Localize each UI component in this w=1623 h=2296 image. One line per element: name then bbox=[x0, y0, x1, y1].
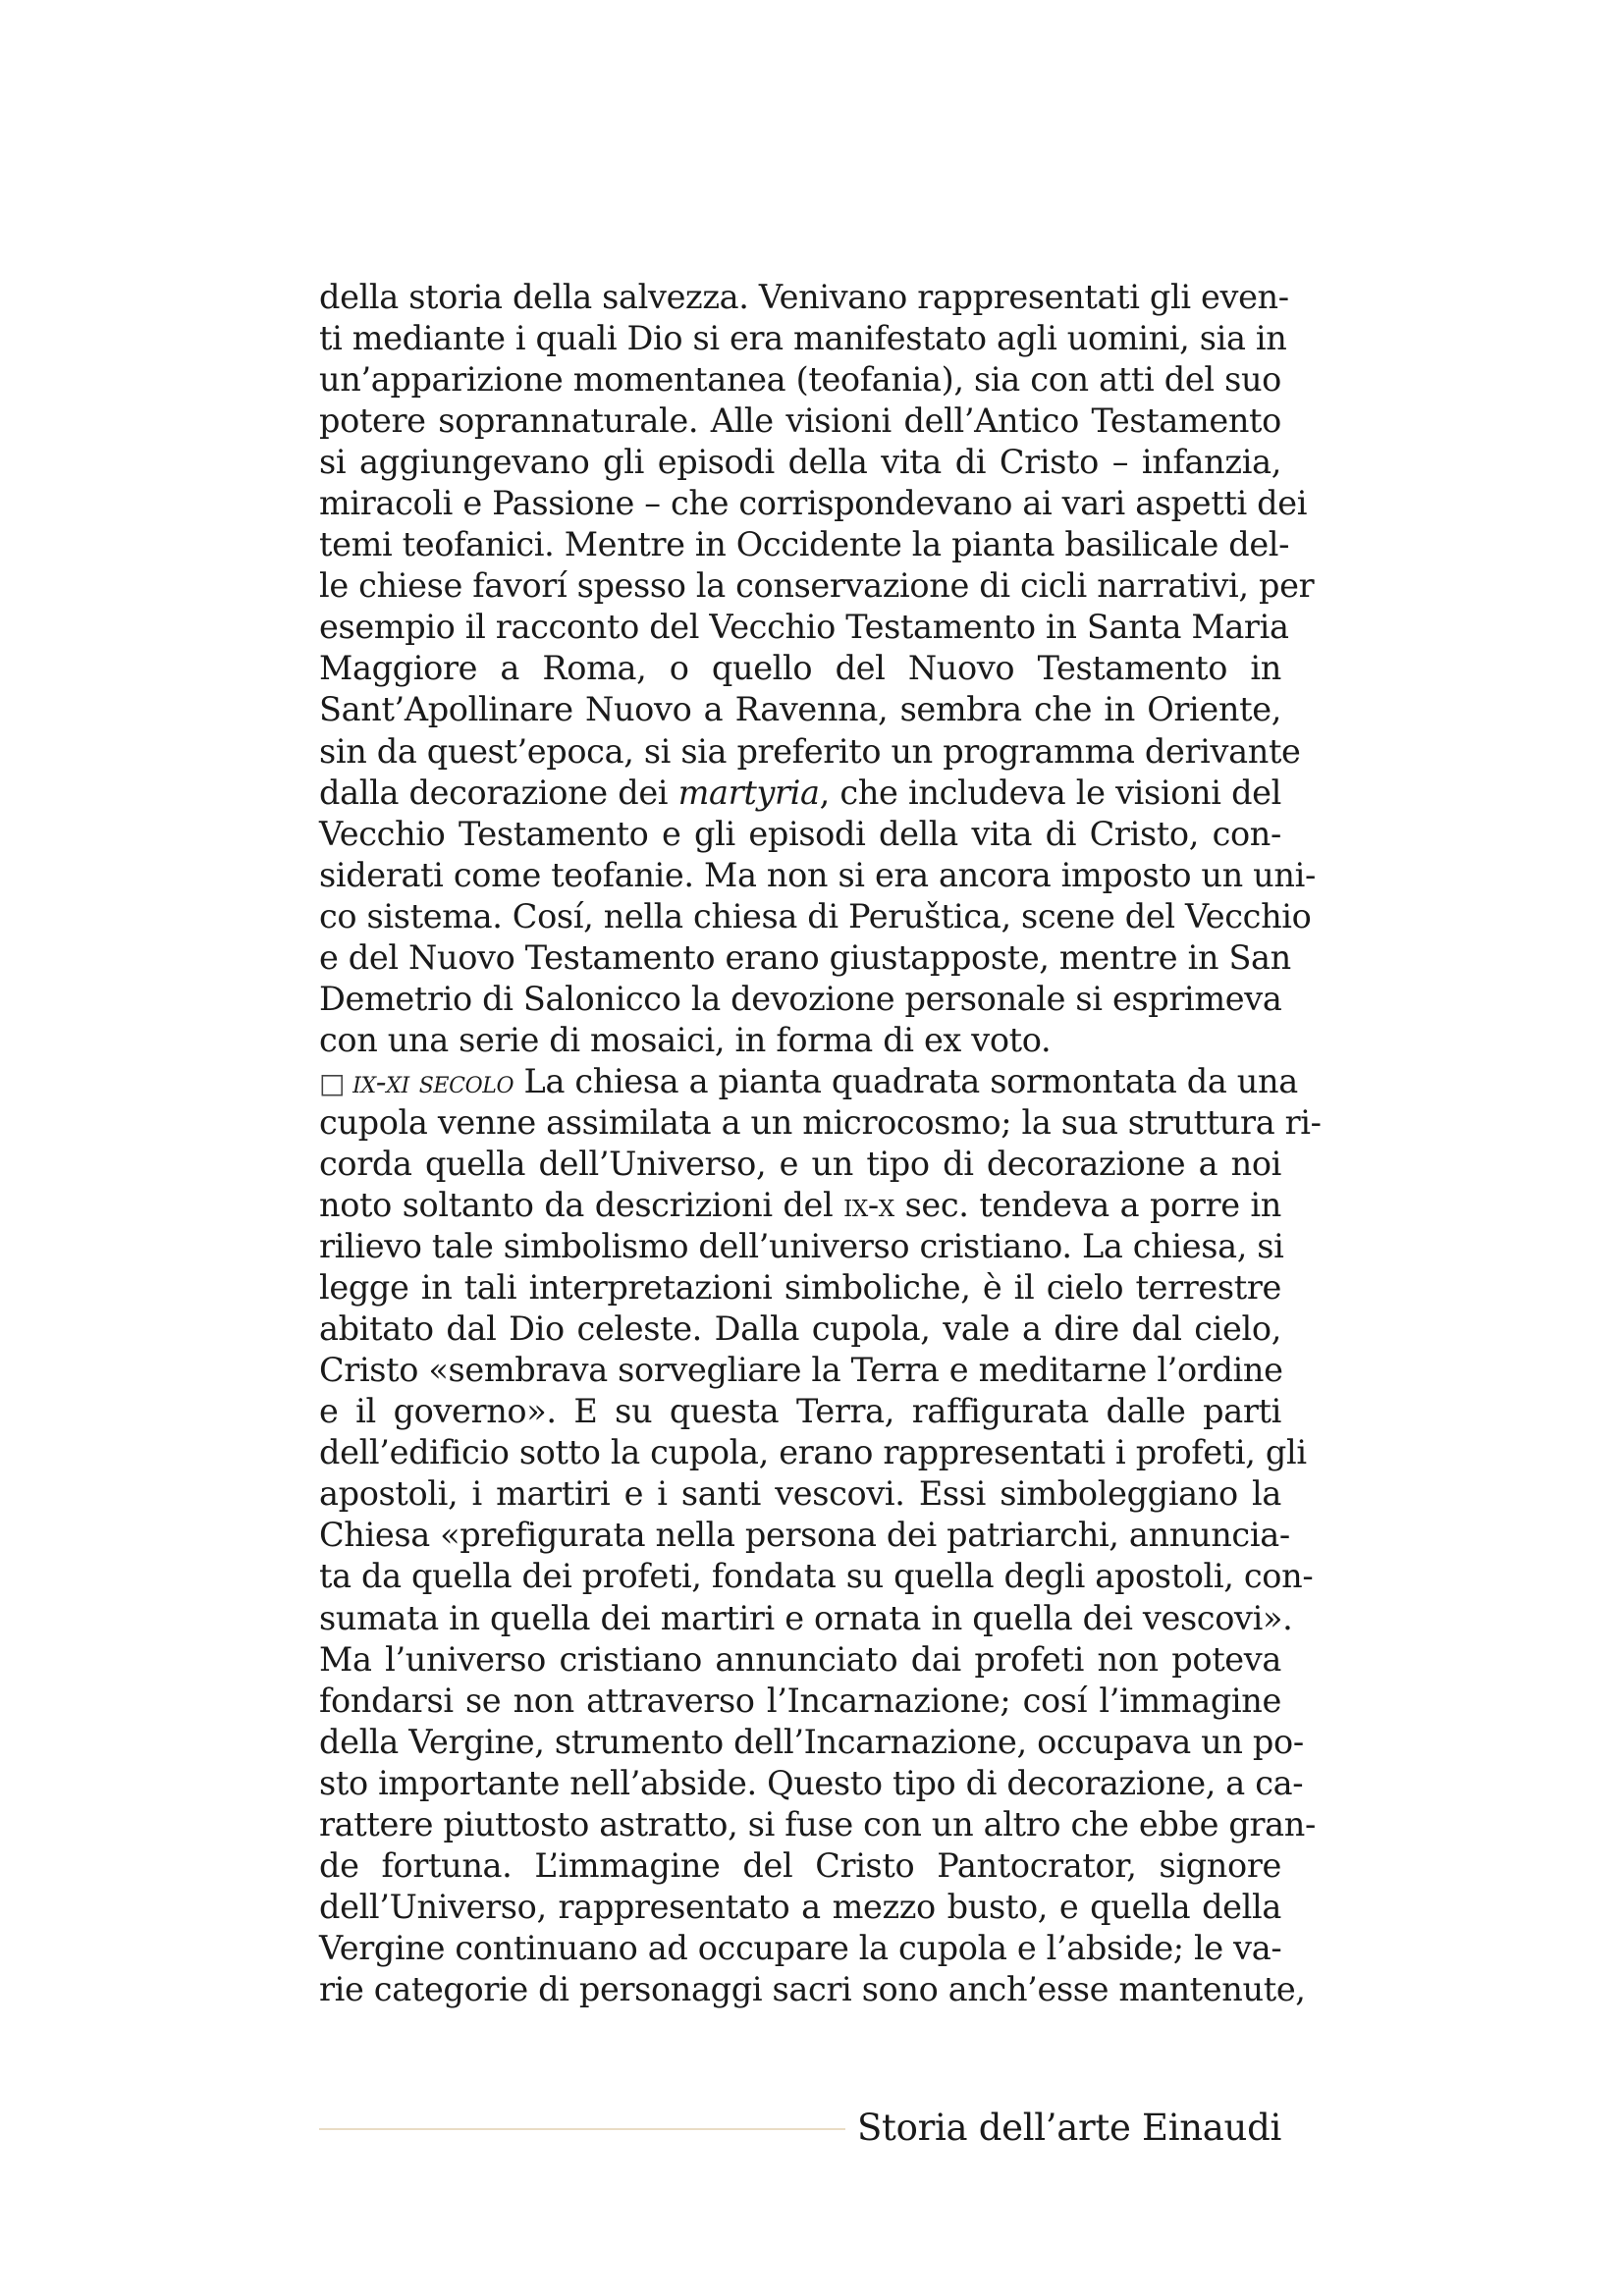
text-line: dell’edificio sotto la cupola, erano rappresentati i profeti, gli bbox=[319, 1433, 1307, 1472]
text-line: ta da quella dei profeti, fondata su quella degli apostoli, con- bbox=[319, 1557, 1314, 1596]
text-line: si aggiungevano gli episodi della vita di Cristo – infanzia, bbox=[319, 443, 1281, 482]
text-line: apostoli, i martiri e i santi vescovi. Essi simboleggiano la bbox=[319, 1474, 1281, 1514]
text-line: della Vergine, strumento dell’Incarnazione, occupava un po- bbox=[319, 1722, 1304, 1761]
text-line bbox=[319, 1185, 1281, 1226]
text-line: Demetrio di Salonicco la devozione personale si esprimeva bbox=[319, 979, 1282, 1018]
text-segment: dalla decorazione dei bbox=[319, 773, 678, 812]
text-line: miracoli e Passione – che corrispondevano ai vari aspetti dei bbox=[319, 484, 1308, 523]
text-line: e del Nuovo Testamento erano giustapposte, mentre in San bbox=[319, 937, 1291, 977]
section-heading: ix-xi secolo bbox=[352, 1062, 514, 1100]
text-segment: La chiesa a pianta quadrata sormontata da una bbox=[514, 1061, 1298, 1100]
text-line: Ma l’universo cristiano annunciato dai profeti non poteva bbox=[319, 1639, 1281, 1679]
text-line: rattere piuttosto astratto, si fuse con un altro che ebbe gran- bbox=[319, 1804, 1316, 1843]
text-line: fondarsi se non attraverso l’Incarnazione; cosí l’immagine bbox=[319, 1681, 1281, 1720]
text-line: dell’Universo, rappresentato a mezzo busto, e quella della bbox=[319, 1887, 1281, 1926]
text-line: le chiese favorí spesso la conservazione di cicli narrativi, per bbox=[319, 566, 1315, 606]
text-line: temi teofanici. Mentre in Occidente la pianta basilicale del- bbox=[319, 525, 1290, 564]
text-line: con una serie di mosaici, in forma di ex voto. bbox=[319, 1020, 1052, 1059]
text-line: Vergine continuano ad occupare la cupola e l’abside; le va- bbox=[319, 1928, 1282, 1967]
text-line: legge in tali interpretazioni simboliche, è il cielo terrestre bbox=[319, 1268, 1281, 1308]
text-line: de fortuna. L’immagine del Cristo Pantocrator, signore bbox=[319, 1845, 1281, 1885]
text-line: potere soprannaturale. Alle visioni dell’Antico Testamento bbox=[319, 401, 1281, 441]
text-line: cupola venne assimilata a un microcosmo; la sua struttura ri- bbox=[319, 1102, 1322, 1142]
page-footer bbox=[319, 2104, 1281, 2153]
text-line: sto importante nell’abside. Questo tipo di decorazione, a ca- bbox=[319, 1763, 1304, 1802]
text-line: corda quella dell’Universo, e un tipo di decorazione a noi bbox=[319, 1144, 1281, 1183]
text-line bbox=[319, 773, 1281, 814]
body-text bbox=[319, 277, 1322, 2010]
square-bullet-icon: □ bbox=[319, 1066, 346, 1099]
text-line: sin da quest’epoca, si sia preferito un programma derivante bbox=[319, 731, 1301, 771]
text-segment: sec. tendeva a porre in bbox=[893, 1186, 1281, 1225]
text-line: della storia della salvezza. Venivano rappresentati gli even- bbox=[319, 278, 1289, 316]
text-line: rie categorie di personaggi sacri sono anch’esse mantenute, bbox=[319, 1969, 1306, 2008]
text-line: Sant’Apollinare Nuovo a Ravenna, sembra che in Oriente, bbox=[319, 690, 1281, 729]
text-line: Maggiore a Roma, o quello del Nuovo Testamento in bbox=[319, 649, 1281, 688]
text-segment: , che includeva le visioni del bbox=[819, 773, 1282, 812]
text-line: un’apparizione momentanea (teofania), sia con atti del suo bbox=[319, 360, 1281, 400]
text-line: Vecchio Testamento e gli episodi della vita di Cristo, con- bbox=[319, 814, 1281, 853]
text-line: abitato dal Dio celeste. Dalla cupola, vale a dire dal cielo, bbox=[319, 1309, 1281, 1349]
text-line: rilievo tale simbolismo dell’universo cristiano. La chiesa, si bbox=[319, 1227, 1284, 1266]
italic-term: martyria bbox=[677, 773, 820, 812]
text-line: sumata in quella dei martiri e ornata in quella dei vescovi». bbox=[319, 1598, 1293, 1637]
text-line: e il governo». E su questa Terra, raffigurata dalle parti bbox=[319, 1392, 1281, 1431]
century-numeral: ix-x bbox=[843, 1186, 894, 1225]
footer-divider bbox=[319, 2128, 845, 2130]
text-line: siderati come teofanie. Ma non si era ancora imposto un uni- bbox=[319, 855, 1316, 894]
text-line: ti mediante i quali Dio si era manifestato agli uomini, sia in bbox=[319, 319, 1287, 358]
text-segment: noto soltanto da descrizioni del bbox=[319, 1186, 844, 1225]
section-start-line bbox=[319, 1061, 1298, 1102]
text-line: co sistema. Cosí, nella chiesa di Peruštica, scene del Vecchio bbox=[319, 896, 1312, 935]
text-line: Chiesa «prefigurata nella persona dei patriarchi, annuncia- bbox=[319, 1516, 1290, 1555]
text-line: esempio il racconto del Vecchio Testamento in Santa Maria bbox=[319, 608, 1289, 647]
text-line: Cristo «sembrava sorvegliare la Terra e meditarne l’ordine bbox=[319, 1351, 1283, 1390]
footer-title: Storia dell’arte Einaudi bbox=[857, 2107, 1281, 2149]
